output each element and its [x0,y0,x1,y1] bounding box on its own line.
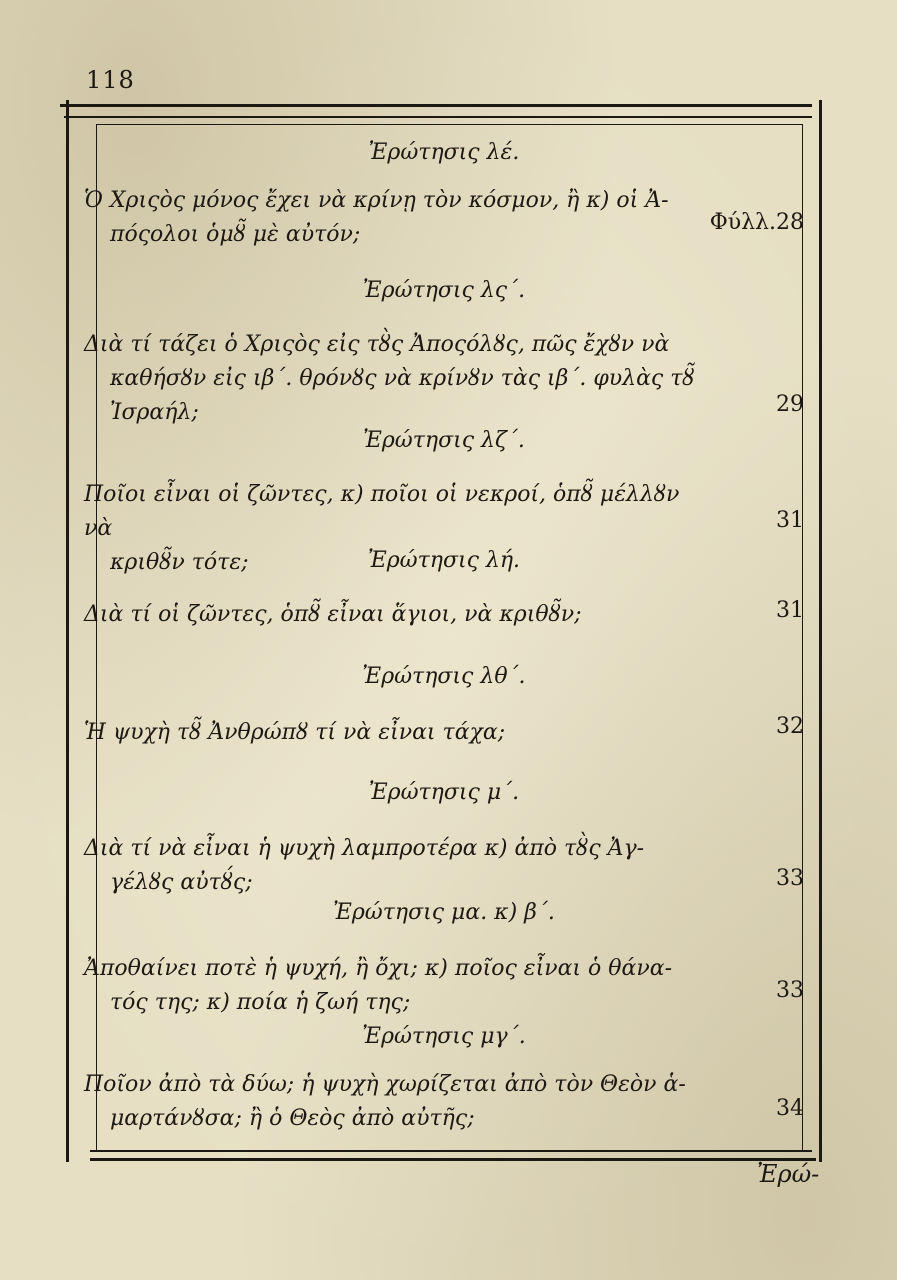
question-text [84,832,704,900]
question-heading: Ἐρώτησις λέ. [368,140,520,165]
question-heading: Ἐρώτησις μα. κ) β΄. [333,900,555,925]
question-line: Διὰ τί οἱ ζῶντες, ὁπȣ̃ εἶναι ἅγιοι, νὰ κριθȣ̃ν; [84,602,582,627]
folio-reference: 34 [776,1096,804,1121]
question-text [84,328,704,430]
question-entry [84,278,804,425]
question-line: κριθȣ̃ν τότε; [110,550,249,575]
question-entry [84,664,804,745]
question-heading: Ἐρώτησις λθ΄. [362,664,526,689]
question-line: Ὁ Χριςὸς μόνος ἔχει νὰ κρίνῃ τὸν κόσμον, ἢ κ) οἱ Ἀ- [84,188,669,213]
folio-reference: 29 [776,392,804,417]
question-line: Ἰσραήλ; [110,400,199,425]
question-text [84,716,704,750]
folio-reference: 33 [776,978,804,1003]
question-heading: Ἐρώτησις λς΄. [362,278,526,303]
question-line: πόςολοι ὁμȣ̃ μὲ αὐτόν; [110,222,361,247]
question-heading: Ἐρώτησις λζ΄. [363,428,525,453]
question-entry [84,1024,804,1131]
question-heading: Ἐρώτησις λή. [367,548,521,573]
question-heading: Ἐρώτησις μγ΄. [362,1024,526,1049]
question-text [84,184,704,252]
question-text [84,598,704,632]
folio-reference: 31 [776,508,804,533]
question-line: Διὰ τί τάζει ὁ Χριςὸς εἰς τȣ̀ς Ἀποςόλȣς, πῶς ἔχȣν νὰ [84,332,670,357]
question-heading: Ἐρώτησις μ΄. [368,780,520,805]
folio-reference: 33 [776,866,804,891]
question-entry [84,548,804,627]
question-line: Ποῖον ἀπὸ τὰ δύω; ἡ ψυχὴ χωρίζεται ἀπὸ τὸν Θεὸν ἁ- [84,1072,686,1097]
folio-reference: 32 [776,714,804,739]
question-text [84,1068,704,1136]
question-entry [84,780,804,895]
page-number: 118 [86,66,135,94]
question-text [84,952,704,1020]
question-entry [84,140,804,247]
question-line: Ἀποθαίνει ποτὲ ἡ ψυχή, ἢ ὄχι; κ) ποῖος εἶναι ὁ θάνα- [84,956,673,981]
question-entry [84,900,804,1015]
table-of-questions [84,140,804,1152]
catchword: Ἐρώ- [757,1160,820,1188]
question-line: Διὰ τί νὰ εἶναι ἡ ψυχὴ λαμπροτέρα κ) ἀπὸ τȣ̀ς Ἀγ- [84,836,645,861]
bottom-rule-thick [90,1158,816,1161]
question-line: Ἡ ψυχὴ τȣ̃ Ἀνθρώπȣ τί νὰ εἶναι τάχα; [84,720,506,745]
question-line: τός της; κ) ποία ἡ ζωή της; [110,990,411,1015]
folio-reference: 31 [776,598,804,623]
folio-reference: Φύλλ.28 [709,210,804,235]
question-line: καθήσȣν εἰς ιβ΄. θρόνȣς νὰ κρίνȣν τὰς ιβ΄. φυλὰς τȣ̃ [110,366,695,391]
question-line: Ποῖοι εἶναι οἱ ζῶντες, κ) ποῖοι οἱ νεκροί, ὁπȣ̃ μέλλȣν νὰ [84,482,680,541]
question-line: γέλȣς αὐτȣ́ς; [110,870,253,895]
question-line: μαρτάνȣσα; ἢ ὁ Θεὸς ἀπὸ αὐτῆς; [110,1106,475,1131]
